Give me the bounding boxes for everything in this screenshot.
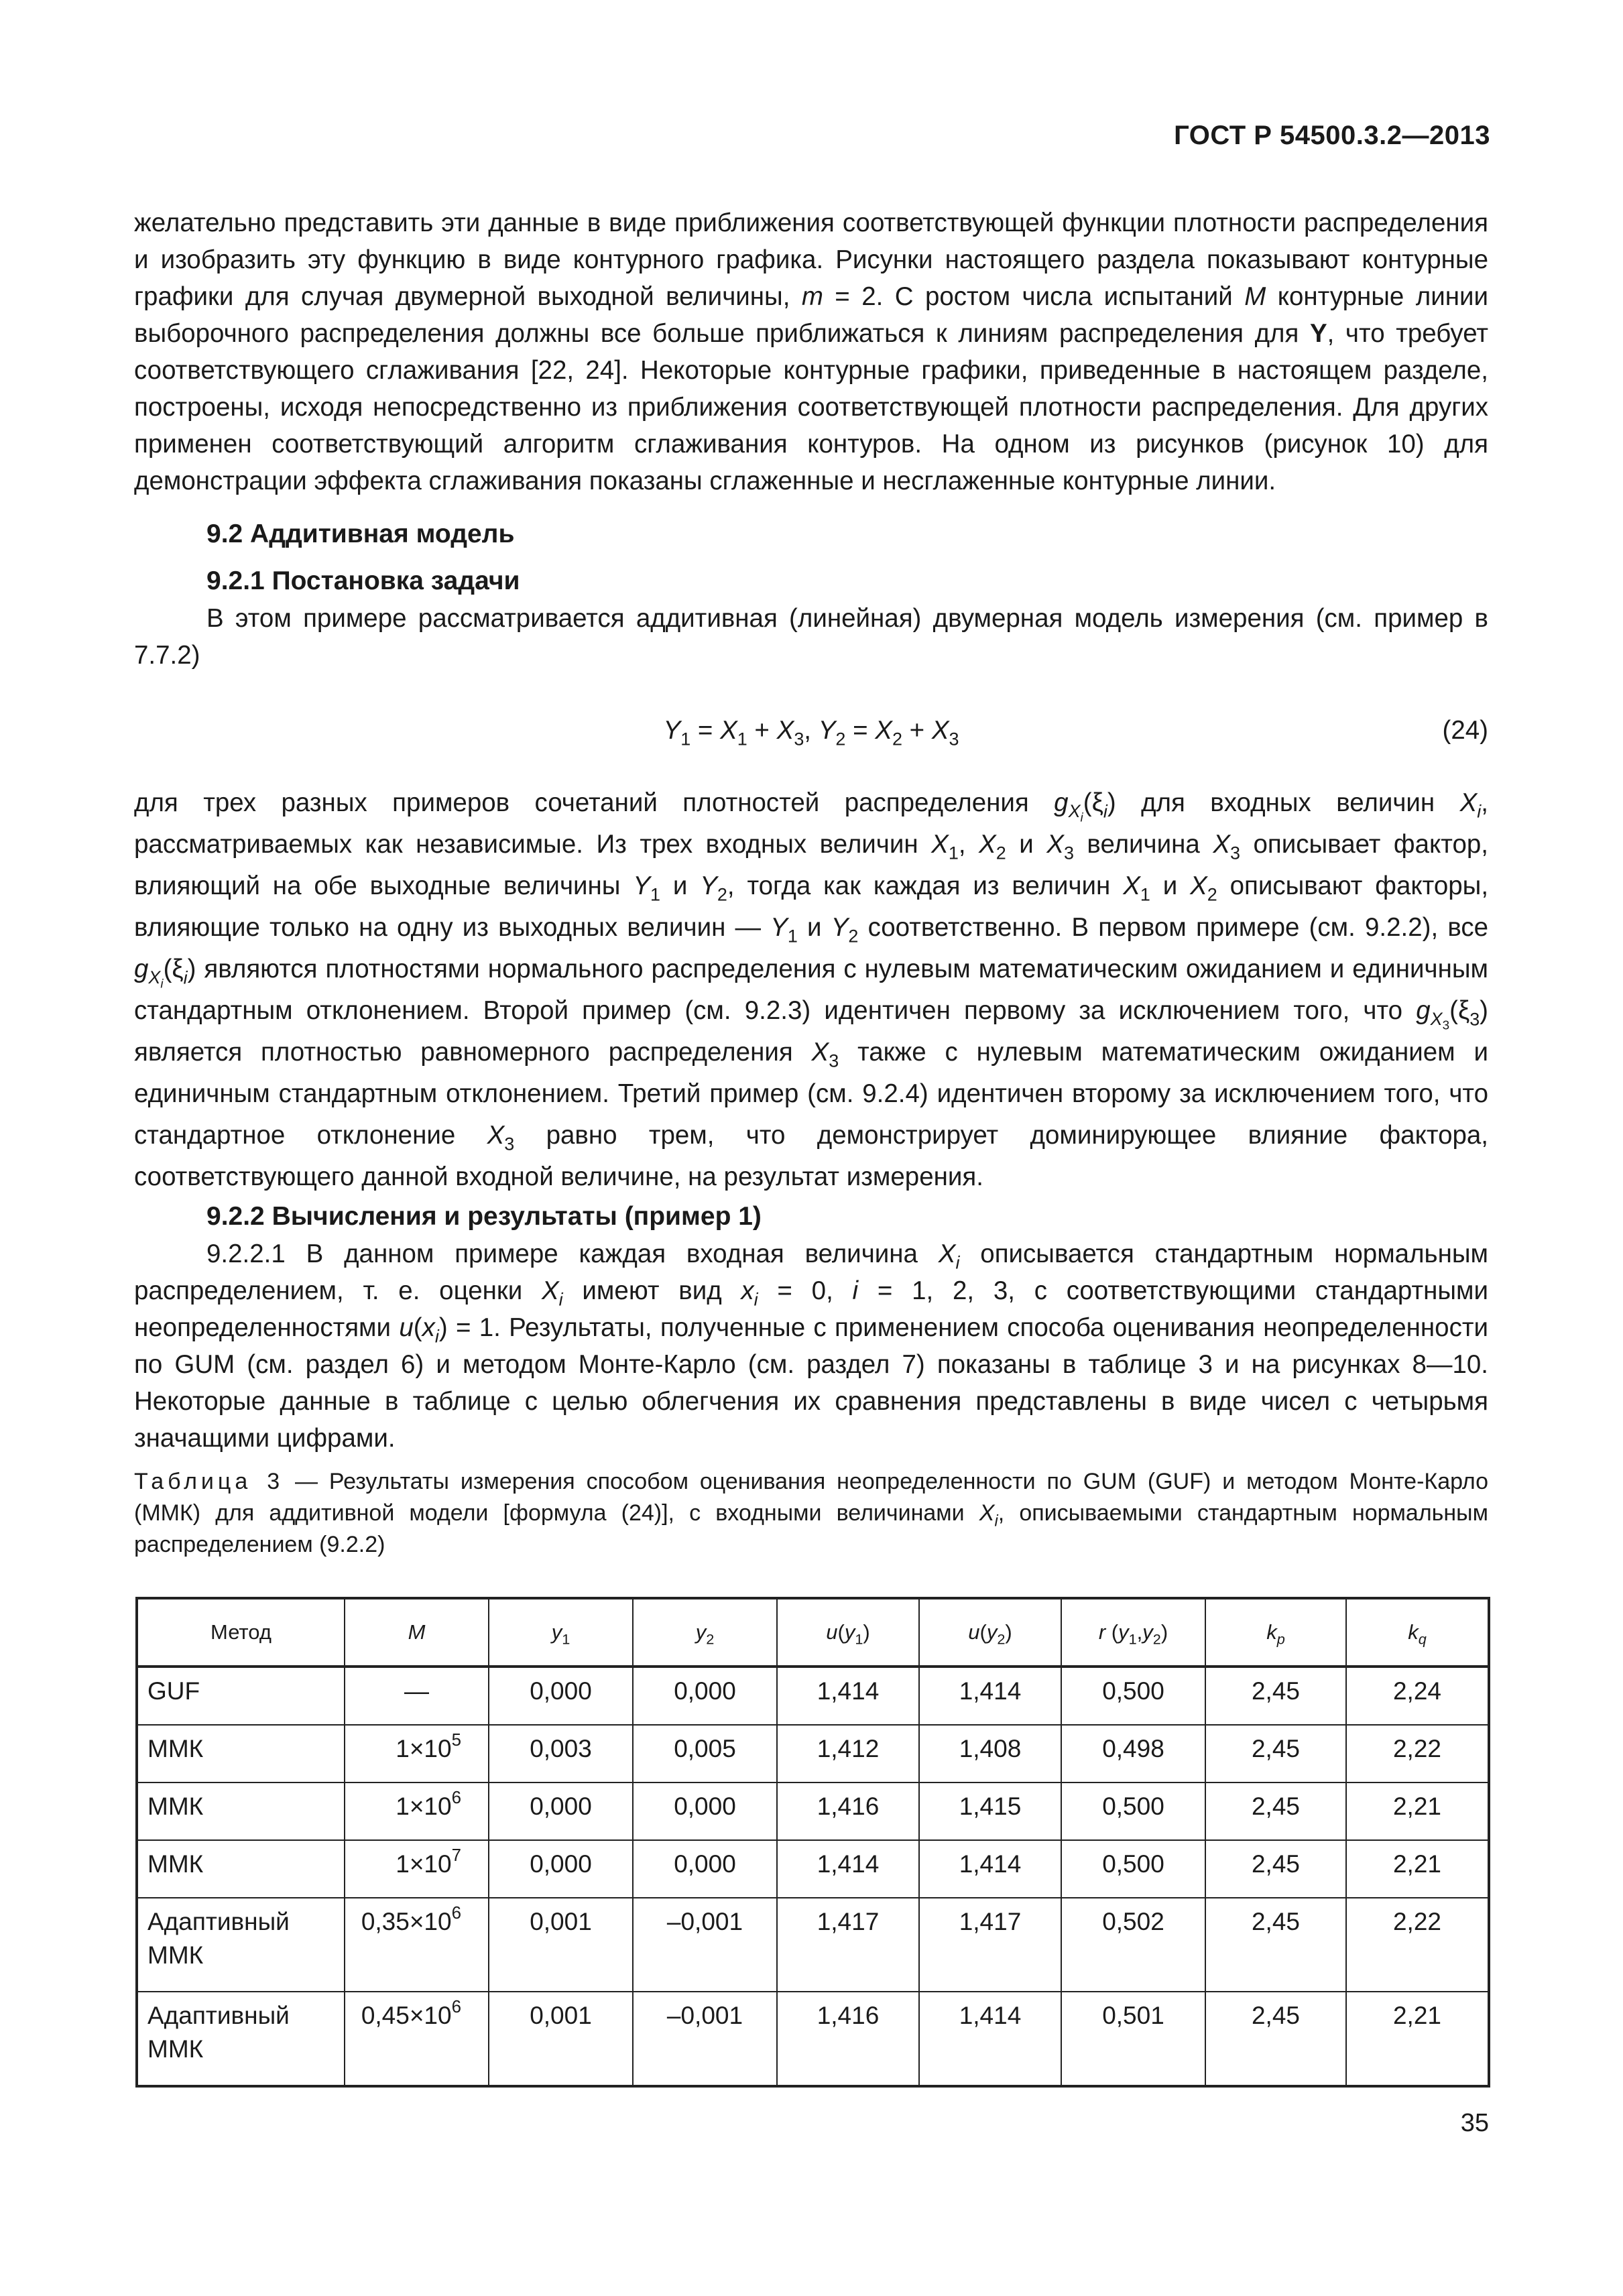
table-caption <box>134 1466 1488 1561</box>
cell-method: Адаптивный ММК <box>137 1992 345 2086</box>
section-heading-9-2: 9.2 Аддитивная модель <box>206 520 515 548</box>
cell-u-y2: 1,415 <box>919 1783 1061 1840</box>
cell-y2: –0,001 <box>633 1898 777 1992</box>
cell-y1: 0,001 <box>489 1992 633 2086</box>
table-header-row <box>137 1598 1489 1667</box>
cell-kp: 2,45 <box>1205 1667 1346 1725</box>
cell-y1: 0,000 <box>489 1783 633 1840</box>
page-number: 35 <box>1460 2109 1489 2137</box>
results-table <box>135 1597 1490 2088</box>
equation-24 <box>134 716 1488 749</box>
cell-kq: 2,21 <box>1346 1783 1489 1840</box>
table-caption-label: Таблица 3 <box>134 1469 284 1494</box>
cell-u-y2: 1,417 <box>919 1898 1061 1992</box>
table-caption-text: — Результаты измерения способом оценивания неопределенности по GUM (GUF) и методом Монте-Карло (ММК) для аддитивной модели [формула (24)], с входными величинами $X_i$, описываемыми стандартным нормальным распределением (9.2.2) <box>134 1469 1488 1557</box>
table-row <box>137 1667 1489 1725</box>
table-row <box>137 1992 1489 2086</box>
col-header-y1: $y_1$ <box>489 1598 633 1667</box>
paragraph-9-2-2-1: 9.2.2.1 В данном примере каждая входная величина $X_i$ описывается стандартным нормальным распределением, т. е. оценки $X_i$ имеют вид $x_i = 0$, i = 1, 2, 3, с соответствующими стандартными неопределенностями $u(x_i) = 1$. Результаты, полученные с применением способа оценивания неопределенности по GUM (см. раздел 6) и методом Монте-Карло (см. раздел 7) показаны в таблице 3 и на рисунках 8—10. Некоторые данные в таблице с целью облегчения их сравнения представлены в виде чисел с четырьмя значащими цифрами. <box>134 1240 1489 1453</box>
cell-m: — <box>345 1667 489 1725</box>
col-header-y2: $y_2$ <box>633 1598 777 1667</box>
cell-y1: 0,001 <box>489 1898 633 1992</box>
cell-u-y1: 1,414 <box>777 1840 919 1898</box>
cell-r: 0,501 <box>1061 1992 1205 2086</box>
cell-u-y1: 1,416 <box>777 1992 919 2086</box>
cell-kp: 2,45 <box>1205 1725 1346 1783</box>
cell-u-y1: 1,417 <box>777 1898 919 1992</box>
cell-method: GUF <box>137 1667 345 1725</box>
cell-method: ММК <box>137 1783 345 1840</box>
body-text-block-2 <box>134 782 1488 1457</box>
cell-kp: 2,45 <box>1205 1992 1346 2086</box>
cell-m: $0,45\times 10^6$ <box>345 1992 489 2086</box>
cell-m: $0,35\times 10^6$ <box>345 1898 489 1992</box>
cell-r: 0,500 <box>1061 1667 1205 1725</box>
cell-u-y2: 1,414 <box>919 1992 1061 2086</box>
cell-r: 0,500 <box>1061 1840 1205 1898</box>
paragraph-additive-model: В этом примере рассматривается аддитивная (линейная) двумерная модель измерения (см. пример в 7.7.2) <box>134 604 1488 670</box>
cell-y2: 0,000 <box>633 1840 777 1898</box>
table-row <box>137 1898 1489 1992</box>
cell-y2: 0,000 <box>633 1783 777 1840</box>
table-row <box>137 1725 1489 1783</box>
cell-kp: 2,45 <box>1205 1898 1346 1992</box>
cell-kp: 2,45 <box>1205 1783 1346 1840</box>
cell-u-y2: 1,408 <box>919 1725 1061 1783</box>
cell-kq: 2,24 <box>1346 1667 1489 1725</box>
cell-u-y2: 1,414 <box>919 1840 1061 1898</box>
cell-r: 0,502 <box>1061 1898 1205 1992</box>
cell-kq: 2,21 <box>1346 1840 1489 1898</box>
cell-kq: 2,22 <box>1346 1898 1489 1992</box>
body-text-block <box>134 204 1488 674</box>
cell-y2: –0,001 <box>633 1992 777 2086</box>
cell-m: $1\times 10^7$ <box>345 1840 489 1898</box>
equation-number: (24) <box>1442 716 1488 745</box>
col-header-u-y2: $u(y_2)$ <box>919 1598 1061 1667</box>
cell-kq: 2,21 <box>1346 1992 1489 2086</box>
cell-m: $1\times 10^5$ <box>345 1725 489 1783</box>
cell-m: $1\times 10^6$ <box>345 1783 489 1840</box>
cell-method: ММК <box>137 1725 345 1783</box>
section-heading-9-2-1: 9.2.1 Постановка задачи <box>206 566 520 595</box>
document-header: ГОСТ Р 54500.3.2—2013 <box>1174 121 1490 150</box>
section-heading-9-2-2: 9.2.2 Вычисления и результаты (пример 1) <box>206 1202 762 1231</box>
cell-y1: 0,000 <box>489 1667 633 1725</box>
paragraph-examples: для трех разных примеров сочетаний плотностей распределения $g_{X_i}(\xi_i)$ для входных величин $X_i$, рассматриваемых как независимые. Из трех входных величин $X_1$, $X_2$ и $X_3$ величина $X_3$ описывает фактор, влияющий на обе выходные величины $Y_1$ и $Y_2$, тогда как каждая из величин $X_1$ и $X_2$ описывают факторы, влияющие только на одну из выходных величин — $Y_1$ и $Y_2$ соответственно. В первом примере (см. 9.2.2), все $g_{X_i}(\xi_i)$ являются плотностями нормального распределения с нулевым математическим ожиданием и единичным стандартным отклонением. Второй пример (см. 9.2.3) идентичен первому за исключением того, что $g_{X_3}(\xi_3)$ является плотностью равномерного распределения $X_3$ также с нулевым математическим ожиданием и единичным стандартным отклонением. Третий пример (см. 9.2.4) идентичен второму за исключением того, что стандартное отклонение $X_3$ равно трем, что демонстрирует доминирующее влияние фактора, соответствующего данной входной величине, на результат измерения. <box>134 788 1489 1191</box>
col-header-r: r $(y_1,y_2)$ <box>1061 1598 1205 1667</box>
cell-method: Адаптивный ММК <box>137 1898 345 1992</box>
cell-y2: 0,005 <box>633 1725 777 1783</box>
paragraph-contour-intro: желательно представить эти данные в виде приближения соответствующей функции плотности распределения и изобразить эту функцию в виде контурного графика. Рисунки настоящего раздела показывают контурные графики для случая двумерной выходной величины, m = 2. С ростом числа испытаний M контурные линии выборочного распределения должны все больше приближаться к линиям распределения для Y, что требует соответствующего сглаживания [22, 24]. Некоторые контурные графики, приведенные в настоящем разделе, построены, исходя непосредственно из приближения соответствующей плотности распределения. Для других применен соответствующий алгоритм сглаживания контуров. На одном из рисунков (рисунок 10) для демонстрации эффекта сглаживания показаны сглаженные и несглаженные контурные линии. <box>134 208 1489 495</box>
equation-formula: $Y_1 = X_1 + X_3$, $Y_2 = X_2 + X_3$ <box>663 716 959 749</box>
col-header-u-y1: $u(y_1)$ <box>777 1598 919 1667</box>
table-row <box>137 1783 1489 1840</box>
cell-r: 0,500 <box>1061 1783 1205 1840</box>
cell-y1: 0,000 <box>489 1840 633 1898</box>
cell-u-y1: 1,416 <box>777 1783 919 1840</box>
cell-kq: 2,22 <box>1346 1725 1489 1783</box>
cell-u-y1: 1,414 <box>777 1667 919 1725</box>
table-row <box>137 1840 1489 1898</box>
cell-kp: 2,45 <box>1205 1840 1346 1898</box>
col-header-kp: $k_p$ <box>1205 1598 1346 1667</box>
col-header-m: M <box>345 1598 489 1667</box>
cell-u-y2: 1,414 <box>919 1667 1061 1725</box>
cell-r: 0,498 <box>1061 1725 1205 1783</box>
cell-method: ММК <box>137 1840 345 1898</box>
cell-u-y1: 1,412 <box>777 1725 919 1783</box>
cell-y2: 0,000 <box>633 1667 777 1725</box>
cell-y1: 0,003 <box>489 1725 633 1783</box>
col-header-kq: $k_q$ <box>1346 1598 1489 1667</box>
col-header-method: Метод <box>137 1598 345 1667</box>
